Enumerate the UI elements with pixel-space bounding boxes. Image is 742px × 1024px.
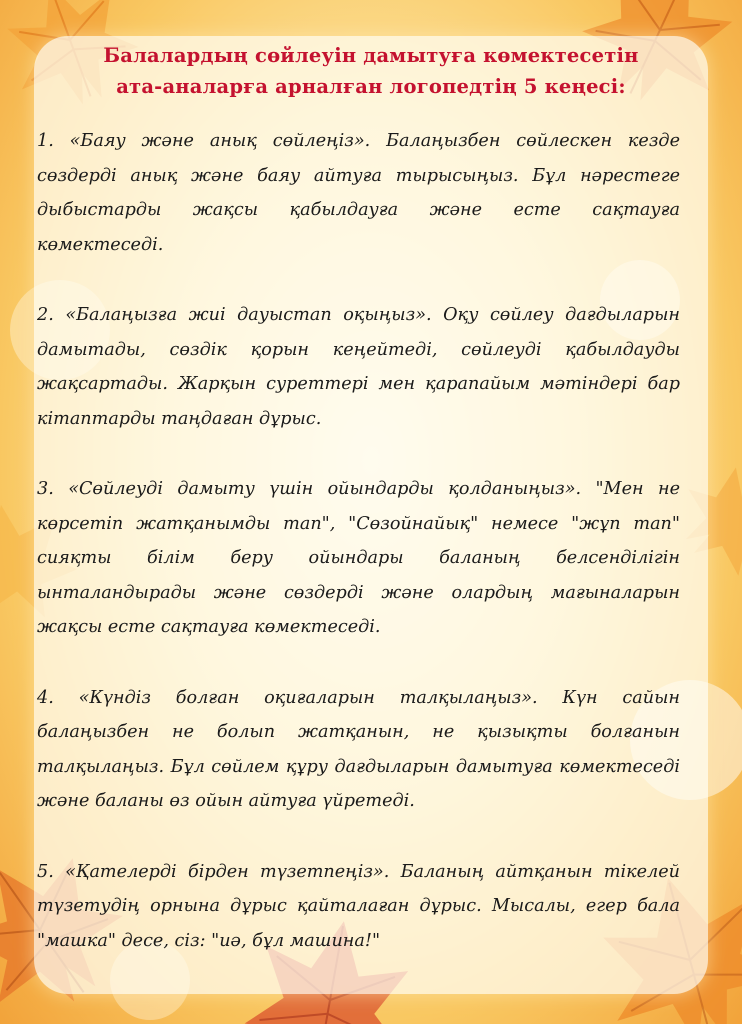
title-line-1: Балалардың сөйлеуін дамытуға көмектесетін — [103, 44, 639, 67]
tip-3: 3. «Сөйлеуді дамыту үшін ойындарды қолданыңыз». "Мен не көрсетіп жатқанымды тап", "Сөзойнайық" немесе "жұп тап" сияқты білім беру ойындары баланың белсенділігін ынталандырады және сөздерді және олардың мағыналарын жақсы есте сақтауға көмектеседі. — [37, 479, 680, 637]
tips-list — [37, 124, 680, 994]
tip-4: 4. «Күндіз болған оқиғаларын талқылаңыз». Күн сайын балаңызбен не болып жатқанын, не қызықты болғанын талқылаңыз. Бұл сөйлем құру дағдыларын дамытуға көмектеседі және баланы өз ойын айтуға үйретеді. — [37, 687, 680, 811]
tip-5: 5. «Қателерді бірден түзетпеңіз». Баланың айтқанын тікелей түзетудің орнына дұрыс қайталаған дұрыс. Мысалы, егер бала "машка" десе, сіз: "иә, бұл машина!" — [37, 861, 680, 951]
tip-1: 1. «Баяу және анық сөйлеңіз». Балаңызбен сөйлескен кезде сөздерді анық және баяу айтуға тырысыңыз. Бұл нәрестеге дыбыстарды жақсы қабылдауға және есте сақтауға көмектеседі. — [37, 131, 680, 255]
page-title — [40, 40, 702, 102]
tip-2: 2. «Балаңызға жиі дауыстап оқыңыз». Оқу сөйлеу дағдыларын дамытады, сөздік қорын кеңейтеді, сөйлеуді қабылдауды жақсартады. Жарқын суреттері мен қарапайым мәтіндері бар кітаптарды таңдаған дұрыс. — [37, 305, 680, 429]
title-line-2: ата-аналарға арналған логопедтің 5 кеңесі: — [116, 75, 626, 98]
